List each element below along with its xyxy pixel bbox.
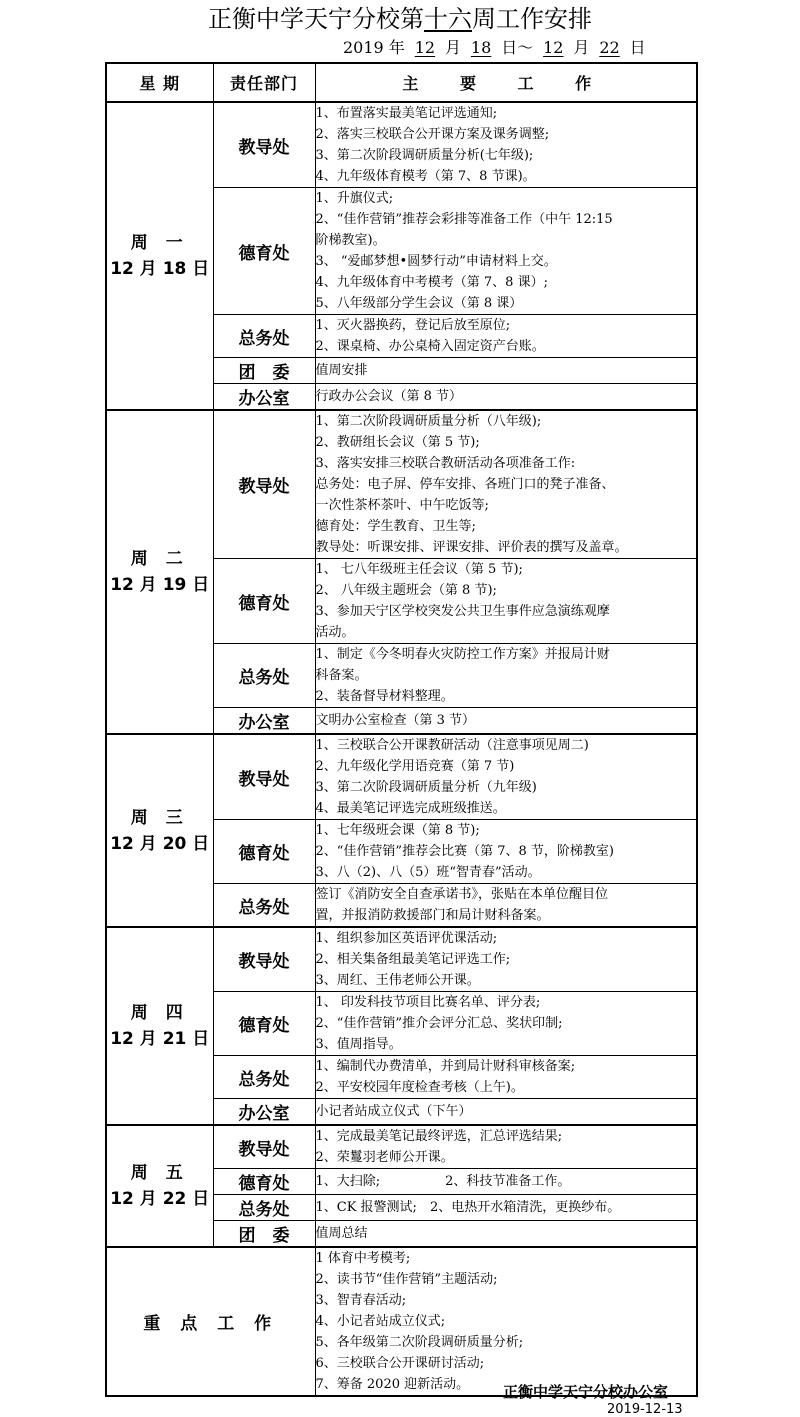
work-cell	[315, 644, 697, 708]
work-item: 1、编制代办费清单，并到局计财科审核备案;	[315, 1059, 576, 1074]
work-cell	[315, 708, 697, 735]
table-row	[106, 102, 697, 188]
work-item: 1、组织参加区英语评优课活动;	[315, 931, 498, 946]
work-item: 阶梯教室)。	[315, 233, 386, 248]
work-item: 教导处：听课安排、评课安排、评价表的撰写及盖章。	[315, 540, 628, 555]
work-item: 1、 印发科技节项目比赛名单、评分表;	[315, 995, 541, 1010]
key-work-item: 5、各年级第二次阶段调研质量分析;	[315, 1335, 524, 1350]
department-cell: 团 委	[213, 1221, 315, 1248]
work-item: 2、 八年级主题班会（第 8 节);	[315, 583, 497, 598]
column-header-dept: 责任部门	[213, 63, 315, 102]
work-item: 2、“佳作营销”推介会评分汇总、奖状印制;	[315, 1016, 563, 1031]
work-item: 2、“佳作营销”推荐会比赛（第 7、8 节，阶梯教室)	[315, 844, 614, 859]
day-date: 12 月 22 日	[110, 1189, 210, 1209]
department-cell: 办公室	[213, 384, 315, 411]
work-cell	[315, 1195, 697, 1221]
work-cell	[315, 188, 697, 315]
work-item: 2、“佳作营销”推荐会彩排等准备工作（中午 12:15	[315, 212, 613, 227]
day-date: 12 月 20 日	[110, 833, 210, 854]
department-cell: 教导处	[213, 102, 315, 188]
work-item: 2、课桌椅、办公桌椅入固定资产台账。	[315, 339, 545, 354]
work-item: 2、落实三校联合公开课方案及课务调整;	[315, 127, 550, 142]
work-cell	[315, 1125, 697, 1169]
key-work-item: 6、三校联合公开课研讨活动;	[315, 1356, 485, 1371]
work-item: 1、制定《今冬明春火灾防控工作方案》并报局计财	[315, 647, 610, 662]
work-item: 2、装备督导材料整理。	[315, 689, 454, 704]
work-cell	[315, 992, 697, 1056]
work-cell	[315, 884, 697, 928]
work-item: 2、相关集备组最美笔记评选工作;	[315, 952, 511, 967]
work-item: 3、八（2)、八（5）班“智青春”活动。	[315, 865, 541, 880]
department-cell: 办公室	[213, 708, 315, 735]
work-item: 5、八年级部分学生会议（第 8 课）	[315, 296, 523, 311]
key-work-row	[106, 1247, 697, 1396]
department-cell: 教导处	[213, 927, 315, 992]
department-cell: 总务处	[213, 1195, 315, 1221]
start-day: 18	[470, 38, 492, 57]
key-work-item: 1 体育中考模考;	[315, 1251, 411, 1266]
title-prefix: 正衡中学天宁分校第	[208, 5, 424, 33]
footer-organization: 正衡中学天宁分校办公室	[503, 1383, 669, 1401]
work-cell	[315, 315, 697, 358]
work-item: 3、第二次阶段调研质量分析（九年级)	[315, 780, 537, 795]
department-cell: 德育处	[213, 1169, 315, 1195]
work-item: 置，并报消防救援部门和局计财科备案。	[315, 908, 550, 923]
department-cell: 教导处	[213, 410, 315, 559]
header-row	[106, 63, 697, 102]
work-item: 1、三校联合公开课教研活动（注意事项见周二)	[315, 738, 589, 753]
work-item: 3、落实安排三校联合教研活动各项准备工作:	[315, 456, 576, 471]
work-cell	[315, 734, 697, 820]
work-item: 总务处：电子屏、停车安排、各班门口的凳子准备、	[315, 477, 615, 492]
date-range	[343, 38, 646, 58]
work-item: 1、七年级班会课（第 8 节);	[315, 823, 480, 838]
work-cell	[315, 927, 697, 992]
key-work-cell	[315, 1247, 697, 1396]
work-item: 3、参加天宁区学校突发公共卫生事件应急演练观摩	[315, 604, 610, 619]
department-cell: 教导处	[213, 734, 315, 820]
department-cell: 教导处	[213, 1125, 315, 1169]
work-item: 1、完成最美笔记最终评选，汇总评选结果;	[315, 1129, 563, 1144]
work-item: 2、教研组长会议（第 5 节);	[315, 435, 480, 450]
department-cell: 办公室	[213, 1099, 315, 1126]
department-cell: 团 委	[213, 358, 315, 384]
day-date: 12 月 18 日	[110, 259, 210, 279]
key-work-item: 7、筹备 2020 迎新活动。	[315, 1377, 470, 1392]
column-header-work: 主 要 工 作	[315, 63, 697, 102]
day-cell	[106, 1125, 213, 1247]
key-work-label: 重 点 工 作	[106, 1247, 315, 1396]
start-month: 12	[414, 38, 436, 57]
end-day: 22	[599, 38, 620, 57]
day-name: 周 四	[130, 1003, 189, 1023]
work-cell	[315, 358, 697, 384]
work-item: 1、第二次阶段调研质量分析（八年级);	[315, 414, 542, 429]
work-item: 2、平安校园年度检查考核（上午)。	[315, 1080, 524, 1095]
day-cell	[106, 410, 213, 734]
work-cell	[315, 384, 697, 411]
day-cell	[106, 927, 213, 1125]
work-cell	[315, 559, 697, 644]
work-item: 2、九年级化学用语竞赛（第 7 节)	[315, 759, 515, 774]
department-cell: 德育处	[213, 820, 315, 884]
work-item: 1、CK 报警测试; 2、电热开水箱清洗，更换纱布。	[315, 1200, 621, 1215]
work-cell	[315, 1169, 697, 1195]
work-item: 1、布置落实最美笔记评选通知;	[315, 106, 498, 121]
work-item: 3、第二次阶段调研质量分析(七年级);	[315, 148, 534, 163]
schedule-body	[106, 102, 697, 1396]
day-date: 12 月 21 日	[110, 1029, 210, 1049]
work-cell	[315, 102, 697, 188]
work-cell	[315, 1056, 697, 1099]
work-item: 3、 “爱邮梦想•圆梦行动”申请材料上交。	[315, 254, 557, 269]
department-cell: 总务处	[213, 1056, 315, 1099]
department-cell: 德育处	[213, 559, 315, 644]
week-number: 十六	[424, 5, 472, 33]
work-item: 3、值周指导。	[315, 1037, 402, 1052]
day-date: 12 月 19 日	[110, 575, 210, 595]
department-cell: 德育处	[213, 992, 315, 1056]
work-cell	[315, 1099, 697, 1126]
work-cell	[315, 820, 697, 884]
work-item: 1、灭火器换药，登记后放至原位;	[315, 318, 511, 333]
title-suffix: 周工作安排	[472, 5, 592, 33]
month-label: 月	[445, 38, 462, 57]
table-row	[106, 1125, 697, 1169]
key-work-item: 2、读书节“佳作营销”主题活动;	[315, 1272, 498, 1287]
work-item: 值周安排	[315, 363, 368, 378]
work-cell	[315, 1221, 697, 1248]
work-item: 4、九年级体育中考模考（第 7、8 课）;	[315, 275, 548, 290]
work-cell	[315, 410, 697, 559]
department-cell: 总务处	[213, 884, 315, 928]
day-cell	[106, 102, 213, 410]
key-work-item: 4、小记者站成立仪式;	[315, 1314, 446, 1329]
work-item: 德育处：学生教育、卫生等;	[315, 519, 476, 534]
day-name: 周 一	[130, 233, 189, 253]
work-item: 文明办公室检查（第 3 节）	[315, 713, 476, 728]
day-name: 周 五	[130, 1163, 189, 1183]
work-item: 活动。	[315, 625, 355, 640]
day-label: 日	[629, 38, 646, 57]
work-item: 3、周红、王伟老师公开课。	[315, 973, 480, 988]
day-cell	[106, 734, 213, 927]
work-item: 签订《消防安全自查承诺书》，张贴在本单位醒目位	[315, 887, 609, 902]
day-label: 日～	[501, 38, 534, 57]
work-item: 4、九年级体育模考（第 7、8 节课)。	[315, 169, 536, 184]
department-cell: 总务处	[213, 644, 315, 708]
work-item: 1、大扫除; 2、科技节准备工作。	[315, 1174, 571, 1189]
day-name: 周 二	[130, 549, 189, 569]
table-row	[106, 410, 697, 559]
day-name: 周 三	[130, 807, 189, 828]
work-item: 1、 七八年级班主任会议（第 5 节);	[315, 562, 523, 577]
table-row	[106, 927, 697, 992]
work-item: 小记者站成立仪式（下午）	[315, 1104, 472, 1119]
year-label: 2019 年	[343, 38, 405, 57]
work-item: 2、荣鬘羽老师公开课。	[315, 1150, 454, 1165]
department-cell: 德育处	[213, 188, 315, 315]
schedule-table	[105, 62, 698, 1397]
end-month: 12	[543, 38, 564, 57]
key-work-item: 3、智青春活动;	[315, 1293, 407, 1308]
work-item: 4、最美笔记评选完成班级推送。	[315, 801, 506, 816]
work-item: 行政办公会议（第 8 节）	[315, 389, 463, 404]
month-label: 月	[573, 38, 590, 57]
column-header-day: 星 期	[106, 63, 213, 102]
work-item: 一次性茶杯茶叶、中午吃饭等;	[315, 498, 489, 513]
footer-date: 2019-12-13	[607, 1402, 683, 1417]
page-title	[0, 4, 800, 34]
work-item: 1、升旗仪式;	[315, 191, 394, 206]
table-row	[106, 734, 697, 820]
department-cell: 总务处	[213, 315, 315, 358]
work-item: 科备案。	[315, 668, 368, 683]
work-item: 值周总结	[315, 1226, 368, 1241]
